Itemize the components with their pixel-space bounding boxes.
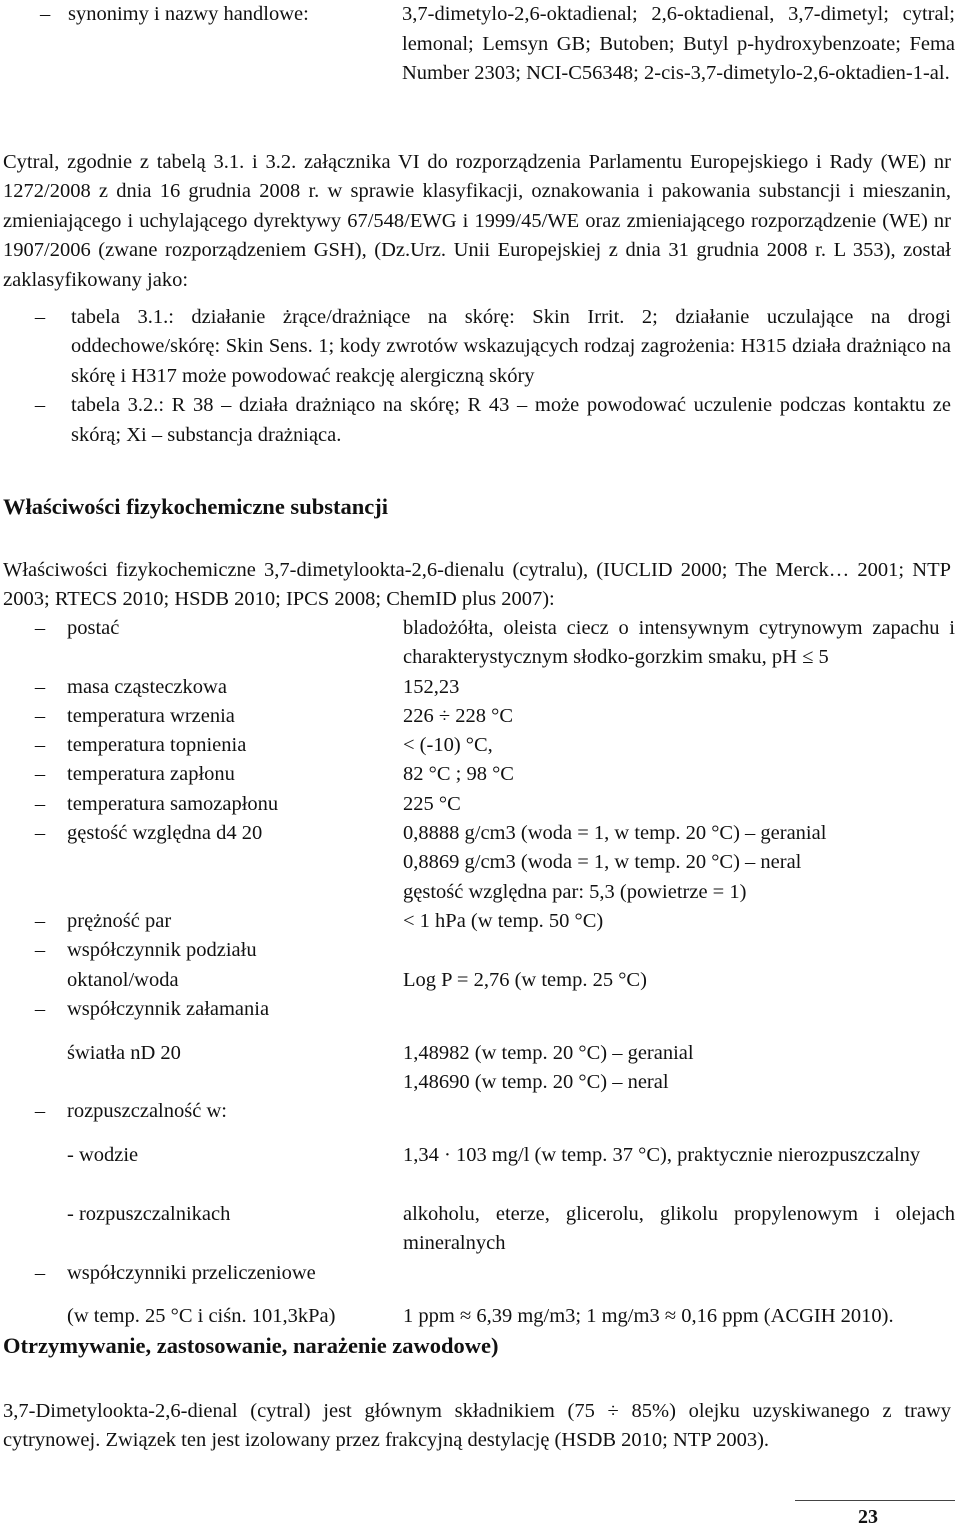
classification-list [3, 303, 951, 450]
property-row [3, 878, 958, 907]
list-dash: – [34, 1261, 46, 1284]
property-row [3, 760, 958, 789]
list-dash: – [34, 394, 46, 417]
property-value: bladożółta, oleista ciecz o intensywnym cytrynowym zapachu i charakterystycznym słodko-gorzkim smaku, pH ≤ 5 [403, 617, 955, 669]
property-row [3, 819, 958, 848]
intro-text: Właściwości fizykochemiczne 3,7-dimetylookta-2,6-dienalu (cytralu), (IUCLID 2000; The Merck… 2001; NTP 2003; RTECS 2010; HSDB 2010; IPCS 2008; ChemID plus 2007): [3, 559, 951, 611]
list-dash: – [34, 617, 46, 639]
property-row [3, 702, 958, 731]
property-name: prężność par [67, 909, 172, 932]
list-dash: – [34, 675, 46, 698]
property-value: gęstość względna par: 5,3 (powietrze = 1) [403, 880, 747, 903]
list-dash: – [34, 792, 46, 815]
property-value: 1,34 · 103 mg/l (w temp. 37 °C), praktycznie nierozpuszczalny [403, 1144, 921, 1167]
list-dash: – [34, 997, 46, 1020]
property-value: < (-10) °C, [403, 734, 493, 757]
production-paragraph [3, 1397, 951, 1456]
property-name: (w temp. 25 °C i ciśn. 101,3kPa) [67, 1305, 336, 1328]
property-name: rozpuszczalność w: [67, 1100, 227, 1123]
list-dash: – [40, 3, 51, 25]
property-row [3, 1127, 958, 1200]
property-name: masa cząsteczkowa [67, 675, 227, 698]
list-dash: – [34, 822, 46, 845]
property-name: oktanol/woda [67, 968, 179, 991]
classification-paragraph [3, 148, 951, 295]
property-value: 225 °C [403, 792, 461, 815]
property-value: Log P = 2,76 (w temp. 25 °C) [403, 968, 647, 991]
physicochemical-intro [3, 556, 951, 615]
property-name: temperatura wrzenia [67, 704, 235, 727]
property-name: temperatura samozapłonu [67, 792, 279, 815]
list-item [3, 391, 951, 450]
property-row [3, 1288, 958, 1332]
property-row [3, 1024, 958, 1068]
property-value: 1,48690 (w temp. 20 °C) – neral [403, 1071, 669, 1094]
property-name: gęstość względna d4 20 [67, 822, 263, 845]
property-name: współczynniki przeliczeniowe [67, 1261, 316, 1284]
property-name: temperatura zapłonu [67, 763, 235, 786]
property-name: temperatura topnienia [67, 734, 247, 757]
property-name: - rozpuszczalnikach [67, 1202, 231, 1225]
property-value: alkoholu, eterze, glicerolu, glikolu propylenowym i olejach mineralnych [403, 1202, 955, 1255]
list-dash: – [34, 909, 46, 932]
list-dash: – [34, 763, 46, 786]
property-name: - wodzie [67, 1144, 139, 1167]
list-dash: – [34, 306, 46, 328]
synonyms-label: synonimy i nazwy handlowe: [68, 3, 309, 25]
property-row [3, 966, 958, 995]
property-row [3, 936, 958, 965]
property-name: światła nD 20 [67, 1041, 181, 1064]
property-name: współczynnik załamania [67, 997, 270, 1020]
section-heading-physicochemical: Właściwości fizykochemiczne substancji [3, 494, 388, 519]
property-row [3, 1259, 958, 1288]
property-value: < 1 hPa (w temp. 50 °C) [403, 909, 604, 932]
property-name: współczynnik podziału [67, 939, 257, 962]
list-dash: – [34, 939, 46, 962]
property-value: 82 °C ; 98 °C [403, 763, 514, 786]
property-row [3, 1200, 958, 1259]
list-item-text: tabela 3.2.: R 38 – działa drażniąco na skórę; R 43 – może powodować uczulenie podczas kontaktu ze skórą; Xi – substancja drażniąca. [71, 394, 951, 446]
production-text: 3,7-Dimetylookta-2,6-dienal (cytral) jest głównym składnikiem (75 ÷ 85%) olejku uzyskiwanego z trawy cytrynowej. Związek ten jest izolowany przez frakcyjną destylację (HSDB 2010; NTP 2003). [3, 1400, 951, 1452]
property-row [3, 995, 958, 1024]
list-dash: – [34, 704, 46, 727]
list-item [3, 303, 951, 391]
list-dash: – [34, 734, 46, 757]
classification-text: Cytral, zgodnie z tabelą 3.1. i 3.2. załącznika VI do rozporządzenia Parlamentu Europejskiego i Rady (WE) nr 1272/2008 z dnia 16 grudnia 2008 r. w sprawie klasyfikacji, oznakowania i pakowania substancji i mieszanin, zmieniającego i uchylającego dyrektywy 67/548/EWG i 1999/45/WE oraz zmieniającego rozporządzenie (WE) nr 1907/2006 (zwane rozporządzeniem GSH), (Dz.Urz. Unii Europejskiej z dnia 31 grudnia 2008 r. L 353), został zaklasyfikowany jako: [3, 151, 951, 291]
synonyms-value: 3,7-dimetylo-2,6-oktadienal; 2,6-oktadienal, 3,7-dimetyl; cytral; lemonal; Lemsyn GB; Butoben; Butyl p-hydroxybenzoate; Fema Number 2303; NCI-C56348; 2-cis-3,7-dimetylo-2,6-oktadien-1-al. [402, 3, 955, 84]
property-value: 1 ppm ≈ 6,39 mg/m3; 1 mg/m3 ≈ 0,16 ppm (ACGIH 2010). [403, 1305, 894, 1328]
property-value: 1,48982 (w temp. 20 °C) – geranial [403, 1041, 694, 1064]
section-heading-production: Otrzymywanie, zastosowanie, narażenie zawodowe) [3, 1333, 499, 1358]
property-row [3, 1097, 958, 1126]
property-row [3, 614, 958, 673]
footer-rule [795, 1500, 955, 1501]
page-number: 23 [858, 1506, 878, 1528]
property-row [3, 673, 958, 702]
property-value: 0,8869 g/cm3 (woda = 1, w temp. 20 °C) – neral [403, 851, 802, 874]
property-value: 0,8888 g/cm3 (woda = 1, w temp. 20 °C) – geranial [403, 822, 827, 845]
property-row [3, 731, 958, 760]
property-value: 152,23 [403, 675, 460, 698]
property-row [3, 1068, 958, 1097]
property-row [3, 848, 958, 877]
list-item-text: tabela 3.1.: działanie żrące/drażniące na skórę: Skin Irrit. 2; działanie uczulające na drogi oddechowe/skórę: Skin Sens. 1; kody zwrotów wskazujących rodzaj zagrożenia: H315 działa drażniąco na skórę i H317 może powodować reakcję alergiczną skóry [71, 306, 951, 387]
property-name: postać [67, 617, 120, 639]
list-dash: – [34, 1100, 46, 1123]
property-row [3, 907, 958, 936]
property-row [3, 790, 958, 819]
properties-list [3, 614, 958, 1332]
property-value: 226 ÷ 228 °C [403, 704, 513, 727]
